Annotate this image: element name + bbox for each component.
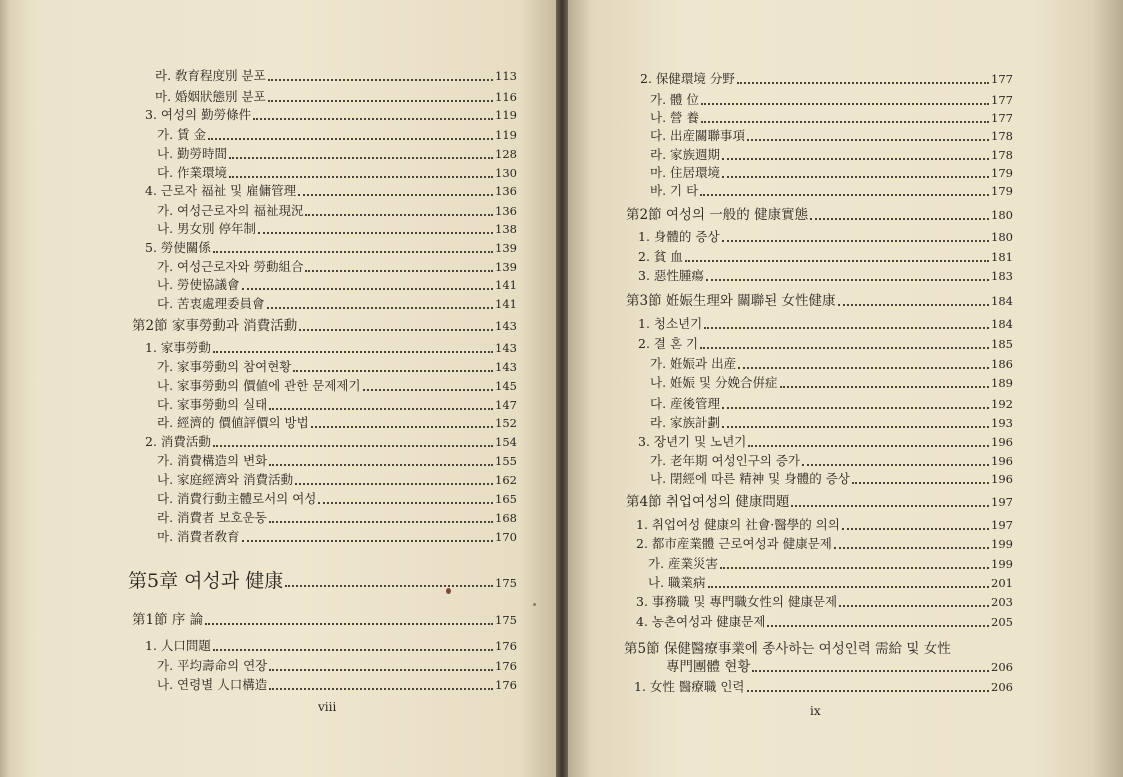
toc-entry: 3. 惡性腫瘍 183 <box>638 268 1013 283</box>
toc-entry: 나. 연령별 人口構造 176 <box>157 677 517 692</box>
toc-entry: 나. 家事勞動의 價値에 관한 문제제기 145 <box>157 378 517 393</box>
toc-section: 第2節 家事勞動과 消費活動 143 <box>132 318 517 334</box>
toc-section: 第1節 序 論 175 <box>132 612 517 628</box>
toc-entry: 다. 出産關聯事項 178 <box>650 128 1013 143</box>
toc-entry: 1. 취업여성 健康의 社會·醫學的 의의 197 <box>636 517 1013 532</box>
toc-entry: 4. 농촌여성과 健康문제 205 <box>636 614 1013 629</box>
toc-entry: 마. 婚姻狀態別 분포 116 <box>155 89 517 104</box>
toc-entry: 가. 賃 金 119 <box>157 127 517 142</box>
toc-entry: 가. 家事勞動의 참여현황 143 <box>157 359 517 374</box>
toc-entry: 가. 平均壽命의 연장 176 <box>157 658 517 673</box>
book-gutter <box>556 0 568 777</box>
toc-entry: 나. 閉經에 따른 精神 및 身體的 증상 196 <box>650 471 1013 486</box>
foxing-spot <box>446 588 451 594</box>
toc-entry: 라. 消費者 보호운동 168 <box>157 510 517 525</box>
toc-entry: 가. 消費構造의 변화 155 <box>157 453 517 468</box>
toc-entry: 2. 消費活動 154 <box>145 434 517 449</box>
toc-entry: 나. 男女別 停年制 138 <box>157 221 517 236</box>
toc-entry: 마. 住居環境 179 <box>650 165 1013 180</box>
toc-entry: 1. 家事勞動 143 <box>145 340 517 355</box>
toc-entry: 다. 作業環境 130 <box>157 165 517 180</box>
foxing-spot <box>533 603 536 606</box>
toc-entry: 라. 敎育程度別 분포 113 <box>155 68 517 83</box>
toc-entry: 다. 家事勞動의 실태 147 <box>157 397 517 412</box>
toc-entry: 3. 事務職 및 專門職女性의 健康문제 203 <box>636 594 1013 609</box>
toc-entry: 2. 保健環境 分野 177 <box>640 71 1013 86</box>
toc-chapter: 第5章 여성과 健康 175 <box>128 570 517 592</box>
toc-entry: 1. 人口問題 176 <box>145 638 517 653</box>
toc-entry: 나. 姙娠 및 分娩合倂症 189 <box>650 375 1013 390</box>
toc-entry: 4. 근로자 福祉 및 雇傭管理 136 <box>145 183 517 198</box>
toc-entry: 5. 勞使關係 139 <box>145 240 517 255</box>
toc-entry: 2. 결 혼 기 185 <box>638 336 1013 351</box>
toc-entry: 가. 體 位 177 <box>650 92 1013 107</box>
toc-entry: 마. 消費者敎育 170 <box>157 529 517 544</box>
toc-entry: 나. 營 養 177 <box>650 110 1013 125</box>
toc-entry: 가. 여성근로자와 勞動組合 139 <box>157 259 517 274</box>
toc-section: 第5節 保健醫療事業에 종사하는 여성인력 需給 및 女性 <box>624 641 951 657</box>
toc-entry: 2. 都市産業體 근로여성과 健康문제 199 <box>636 536 1013 551</box>
toc-section: 第3節 姙娠生理와 關聯된 女性健康 184 <box>626 293 1013 309</box>
toc-entry: 3. 장년기 및 노년기 196 <box>638 434 1013 449</box>
toc-entry: 1. 身體的 증상 180 <box>638 229 1013 244</box>
toc-entry: 나. 家庭經濟와 消費活動 162 <box>157 472 517 487</box>
page-number: viii <box>318 700 337 714</box>
toc-entry: 가. 産業災害 199 <box>648 556 1013 571</box>
toc-entry: 다. 苦衷處理委員會 141 <box>157 296 517 311</box>
right-page <box>562 0 1123 777</box>
right-toc <box>562 0 1123 777</box>
toc-entry: 가. 姙娠과 出産 186 <box>650 356 1013 371</box>
toc-entry: 가. 老年期 여성인구의 증가 196 <box>650 453 1013 468</box>
toc-entry: 나. 職業病 201 <box>648 575 1013 590</box>
toc-entry: 1. 청소년기 184 <box>638 316 1013 331</box>
page-number: ix <box>810 704 821 718</box>
toc-entry: 다. 消費行動主體로서의 여성 165 <box>157 491 517 506</box>
toc-entry: 라. 家族計劃 193 <box>650 415 1013 430</box>
toc-entry: 바. 기 타 179 <box>650 183 1013 198</box>
toc-entry: 3. 여성의 勤勞條件 119 <box>145 107 517 122</box>
toc-section-continued: 專門團體 현황 206 <box>666 659 1013 675</box>
toc-entry: 1. 女性 醫療職 인력 206 <box>634 679 1013 694</box>
toc-entry: 라. 家族週期 178 <box>650 147 1013 162</box>
toc-section: 第4節 취업여성의 健康問題 197 <box>626 494 1013 510</box>
toc-entry: 라. 經濟的 價値評價의 방법 152 <box>157 415 517 430</box>
toc-entry: 나. 勤勞時間 128 <box>157 146 517 161</box>
toc-entry: 2. 貧 血 181 <box>638 249 1013 264</box>
toc-entry: 다. 産後管理 192 <box>650 396 1013 411</box>
toc-section: 第2節 여성의 一般的 健康實態 180 <box>626 207 1013 223</box>
toc-entry: 나. 勞使協議會 141 <box>157 277 517 292</box>
toc-entry: 가. 여성근로자의 福祉現況 136 <box>157 203 517 218</box>
